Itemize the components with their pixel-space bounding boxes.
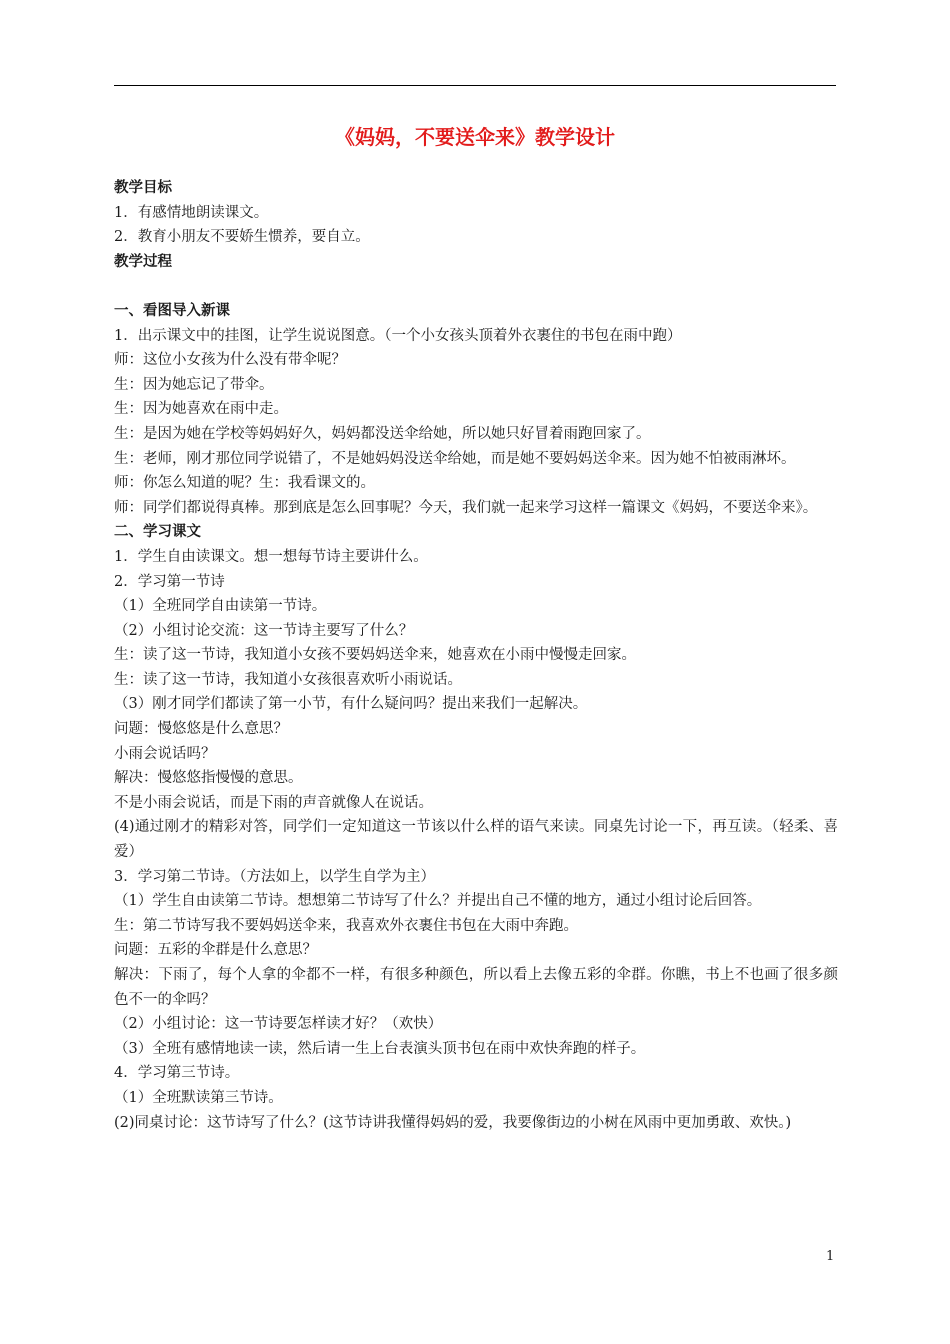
body-line: 生：第二节诗写我不要妈妈送伞来，我喜欢外衣裹住书包在大雨中奔跑。 [114, 917, 578, 934]
body-line: （2）小组讨论：这一节诗要怎样读才好？（欢快） [114, 1016, 443, 1033]
section-heading: 二、学习课文 [114, 523, 201, 541]
body-line: 生：因为她喜欢在雨中走。 [114, 401, 288, 418]
body-line: 2．教育小朋友不要娇生惯养，要自立。 [114, 229, 370, 246]
body-line: 生：读了这一节诗，我知道小女孩不要妈妈送伞来，她喜欢在小雨中慢慢走回家。 [114, 647, 636, 664]
body-line: (4)通过刚才的精彩对答，同学们一定知道这一节该以什么样的语气来读。同桌先讨论一下，再互读。（轻柔、喜爱） [114, 819, 838, 861]
body-line: 生：因为她忘记了带伞。 [114, 376, 274, 393]
page-number: 1 [826, 1249, 835, 1264]
body-line: 4．学习第三节诗。 [114, 1065, 240, 1082]
header-rule [114, 85, 836, 86]
body-line: （1）全班默读第三节诗。 [114, 1089, 283, 1106]
body-line: 师：同学们都说得真棒。那到底是怎么回事呢？今天，我们就一起来学习这样一篇课文《妈妈，不要送伞来》。 [114, 499, 818, 516]
body-line: 不是小雨会说话，而是下雨的声音就像人在说话。 [114, 794, 433, 811]
body-line: （2）小组讨论交流：这一节诗主要写了什么？ [114, 622, 414, 639]
body-line: 生：老师，刚才那位同学说错了，不是她妈妈没送伞给她，而是她不要妈妈送伞来。因为她不怕被雨淋坏。 [114, 450, 796, 467]
body-line: 解决：慢悠悠指慢慢的意思。 [114, 770, 303, 787]
body-line: 2．学习第一节诗 [114, 573, 225, 590]
section-heading: 教学过程 [114, 252, 172, 270]
body-line: (2)同桌讨论：这节诗写了什么？(这节诗讲我懂得妈妈的爱，我要像街边的小树在风雨中更加勇敢、欢快。) [114, 1114, 792, 1131]
body-line: 生：是因为她在学校等妈妈好久，妈妈都没送伞给她，所以她只好冒着雨跑回家了。 [114, 425, 651, 442]
document-title: 《妈妈，不要送伞来》教学设计 [335, 125, 615, 149]
section-heading: 一、看图导入新课 [114, 301, 230, 319]
body-line: 1．出示课文中的挂图，让学生说说图意。（一个小女孩头顶着外衣裹住的书包在雨中跑） [114, 327, 682, 344]
body-line: （3）刚才同学们都读了第一小节，有什么疑问吗？提出来我们一起解决。 [114, 696, 588, 713]
body-line: 师：这位小女孩为什么没有带伞呢？ [114, 352, 346, 369]
body-line: 解决：下雨了，每个人拿的伞都不一样，有很多种颜色，所以看上去像五彩的伞群。你瞧，书上不也画了很多颜色不一的伞吗？ [114, 967, 838, 1008]
body-line: （3）全班有感情地读一读，然后请一生上台表演头顶书包在雨中欢快奔跑的样子。 [114, 1040, 646, 1057]
body-line: 1．有感情地朗读课文。 [114, 204, 269, 221]
body-line: 问题：五彩的伞群是什么意思？ [114, 942, 317, 959]
body-line: （1）全班同学自由读第一节诗。 [114, 598, 327, 615]
section-heading: 教学目标 [114, 179, 172, 196]
body-line: 1．学生自由读课文。想一想每节诗主要讲什么。 [114, 548, 428, 565]
body-line: 生：读了这一节诗，我知道小女孩很喜欢听小雨说话。 [114, 671, 462, 688]
body-line: 3．学习第二节诗。（方法如上，以学生自学为主） [114, 868, 435, 885]
body-line: 问题：慢悠悠是什么意思？ [114, 721, 288, 738]
document-body [114, 176, 838, 1135]
body-line: （1）学生自由读第二节诗。想想第二节诗写了什么？并提出自己不懂的地方，通过小组讨论后回答。 [114, 893, 762, 910]
body-line: 小雨会说话吗？ [114, 745, 216, 762]
body-line: 师：你怎么知道的呢？生：我看课文的。 [114, 475, 375, 492]
